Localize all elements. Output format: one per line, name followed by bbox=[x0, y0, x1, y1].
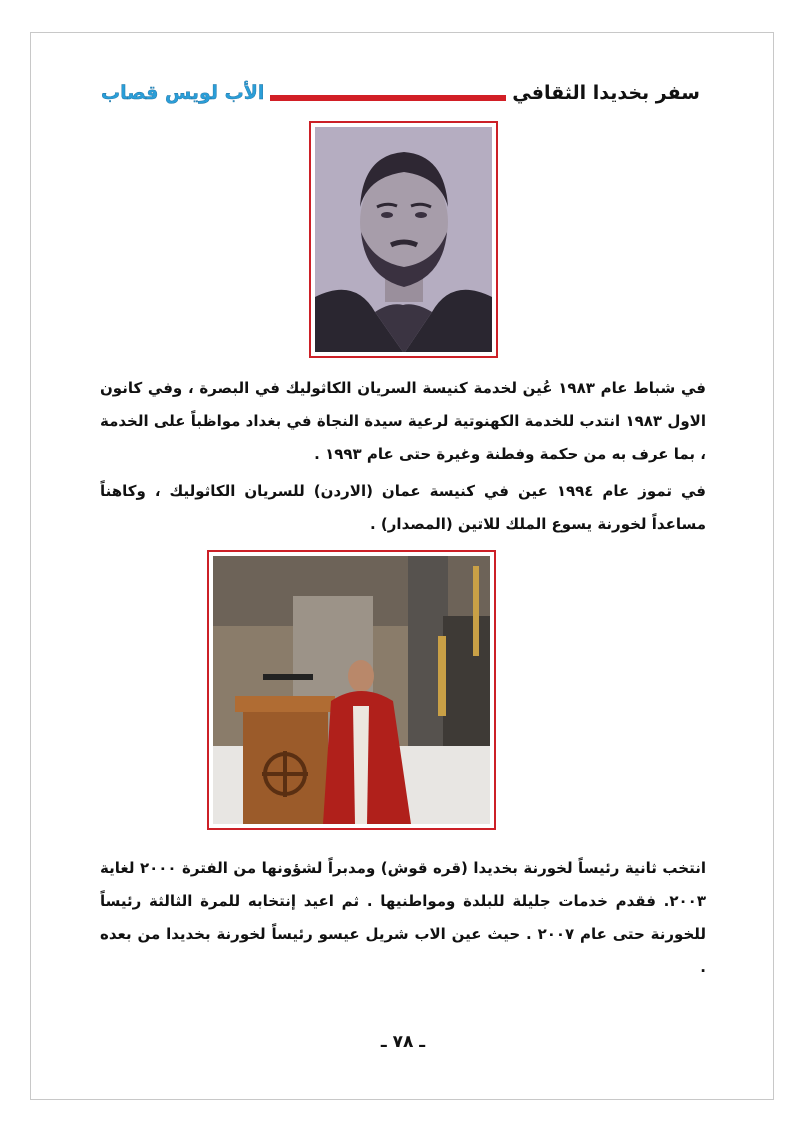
paragraph-2: في تموز عام ١٩٩٤ عين في كنيسة عمان (الاردن) للسريان الكاثوليك ، وكاهناً مساعداً لخورنة يسوع الملك للاتين (المصدار) . bbox=[100, 482, 706, 533]
page-number: ـ ٧٨ ـ bbox=[380, 1032, 426, 1052]
paragraph-1: في شباط عام ١٩٨٣ عُين لخدمة كنيسة السريان الكاثوليك في البصرة ، وفي كانون الاول ١٩٨٣ انتدب للخدمة الكهنوتية لرعية سيدة النجاة في بغداد مواظباً على الخدمة ، بما عرف به من حكمة وفطنة وغيرة حتى عام ١٩٩٣ . bbox=[100, 379, 706, 463]
author-name: الأب لويس قصاب bbox=[95, 78, 270, 108]
paragraph-3: انتخب ثانية رئيساً لخورنة بخديدا (قره قوش) ومدبراً لشؤونها من الفترة ٢٠٠٠ لغاية ٢٠٠٣. فقدم خدمات جليلة للبلدة ومواطنيها . ثم اعيد إنتخابه للمرة الثالثة رئيساً للخورنة حتى عام ٢٠٠٧ . حيث عين الاب شريل عيسو رئيساً لخورنة بخديدا من بعده . bbox=[100, 859, 707, 976]
portrait-photo bbox=[309, 121, 498, 358]
portrait-image bbox=[315, 127, 492, 352]
book-title: سفر بخديدا الثقافي bbox=[506, 78, 706, 108]
church-photo bbox=[207, 550, 496, 830]
church-image bbox=[213, 556, 490, 824]
